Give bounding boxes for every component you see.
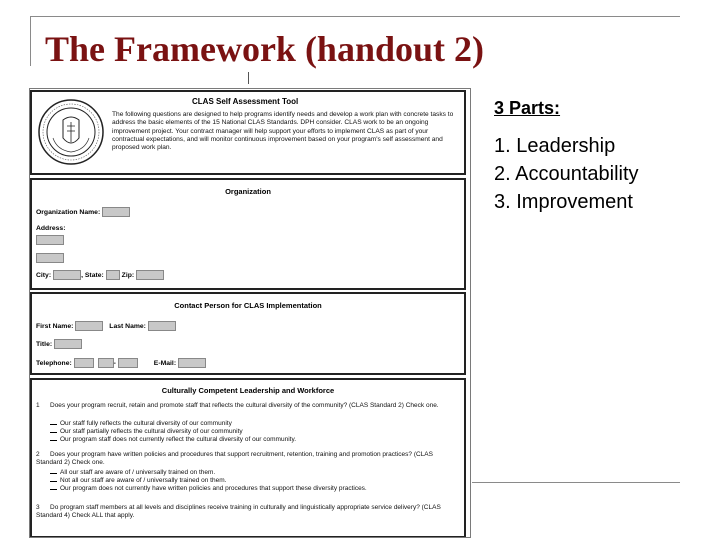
- tool-header-section: [30, 90, 466, 175]
- question-2-number: 2: [36, 451, 40, 458]
- first-name-field[interactable]: [75, 321, 103, 331]
- question-2-text: Does your program have written policies and procedures that support recruitment, retention, training and promotion practices? (CLAS Standard 2) Check one.: [36, 451, 433, 466]
- q1-option-3[interactable]: [50, 435, 296, 444]
- handout-title: CLAS Self Assessment Tool: [192, 97, 299, 106]
- q1-option-1-text: Our staff fully reflects the cultural diversity of our community: [60, 420, 232, 427]
- part-item-improvement: 3. Improvement: [494, 191, 633, 213]
- contact-title-field[interactable]: [54, 339, 82, 349]
- left-border-line: [30, 16, 31, 66]
- zip-field[interactable]: [136, 270, 164, 280]
- address-line2-field[interactable]: [36, 253, 64, 263]
- telephone-prefix-field[interactable]: [98, 358, 114, 368]
- q2-option-1-text: All our staff are aware of / universally trained on them.: [60, 469, 216, 476]
- organization-heading: Organization: [225, 187, 271, 196]
- bottom-right-rule: [472, 482, 680, 483]
- q1-option-3-text: Our program staff does not currently reflect the cultural diversity of our community.: [60, 436, 297, 443]
- zip-label: Zip:: [121, 271, 135, 279]
- title-divider-tick: [248, 72, 249, 84]
- title-row: [36, 339, 82, 349]
- phone-email-row: Telephone: - E-Mail:: [36, 358, 206, 368]
- email-label: E-Mail:: [153, 359, 177, 367]
- question-3: [36, 504, 456, 520]
- telephone-line-field[interactable]: [118, 358, 138, 368]
- state-field[interactable]: [106, 270, 120, 280]
- last-name-label: Last Name:: [109, 322, 146, 330]
- address-line1-field[interactable]: [36, 235, 64, 245]
- leadership-heading: Culturally Competent Leadership and Workforce: [161, 386, 335, 395]
- q2-option-3[interactable]: [50, 484, 367, 493]
- part-item-accountability: 2. Accountability: [494, 163, 639, 185]
- first-name-label: First Name:: [36, 322, 74, 330]
- checkbox-blank[interactable]: [50, 476, 57, 482]
- question-3-text: Do program staff members at all levels and disciplines receive training in culturally and linguistically appropriate service delivery? (CLAS Standard 4) Check ALL that apply.: [36, 504, 441, 519]
- contact-heading: Contact Person for CLAS Implementation: [174, 301, 322, 310]
- state-label: State:: [84, 271, 104, 279]
- q2-option-3-text: Our program does not currently have written policies and procedures that support these diversity practices.: [60, 485, 367, 492]
- parts-heading: 3 Parts:: [494, 98, 561, 118]
- organization-name-label: Organization Name:: [36, 208, 101, 216]
- question-1-number: 1: [36, 402, 40, 409]
- organization-name-field[interactable]: [102, 207, 130, 217]
- question-1: [36, 402, 456, 410]
- q1-option-2-text: Our staff partially reflects the cultural diversity of our community: [60, 428, 243, 435]
- department-seal-icon: [37, 98, 105, 166]
- city-state-zip-row: City: , State: Zip:: [36, 270, 164, 280]
- checkbox-blank[interactable]: [50, 435, 57, 441]
- contact-section: [30, 292, 466, 375]
- handout-intro: The following questions are designed to help programs identify needs and develop a work plan with concrete tasks to address the basic elements of the 15 National CLAS Standards. DPH consider. CLAS work to be an ongoing improvement project. Your contract manager will help support your efforts to implement CLAS as part of your contractual expectations, and will monitor continuous improvement based on your program's self assessment and proposed work plan.: [112, 111, 454, 152]
- checkbox-blank[interactable]: [50, 468, 57, 474]
- last-name-field[interactable]: [148, 321, 176, 331]
- email-field[interactable]: [178, 358, 206, 368]
- organization-name-row: [36, 207, 130, 217]
- top-border-line: [30, 16, 680, 17]
- handout-document: [29, 88, 471, 538]
- address-label: Address:: [36, 225, 66, 232]
- parts-panel: [494, 96, 639, 216]
- leadership-section: [30, 378, 466, 538]
- question-3-number: 3: [36, 504, 40, 511]
- contact-title-label: Title:: [36, 340, 53, 348]
- name-row: [36, 321, 176, 331]
- telephone-area-field[interactable]: [74, 358, 94, 368]
- checkbox-blank[interactable]: [50, 419, 57, 425]
- q2-option-2-text: Not all our staff are aware of / universally trained on them.: [60, 477, 227, 484]
- city-field[interactable]: [53, 270, 81, 280]
- question-1-text: Does your program recruit, retain and promote staff that reflects the cultural diversity of the community? (CLAS Standard 2) Check one.: [50, 402, 439, 409]
- city-label: City:: [36, 271, 52, 279]
- checkbox-blank[interactable]: [50, 427, 57, 433]
- question-2: [36, 451, 456, 467]
- slide-title: The Framework (handout 2): [45, 29, 484, 69]
- parts-list: [494, 132, 639, 216]
- organization-section: [30, 178, 466, 290]
- telephone-label: Telephone:: [36, 359, 72, 367]
- part-item-leadership: 1. Leadership: [494, 135, 616, 157]
- checkbox-blank[interactable]: [50, 484, 57, 490]
